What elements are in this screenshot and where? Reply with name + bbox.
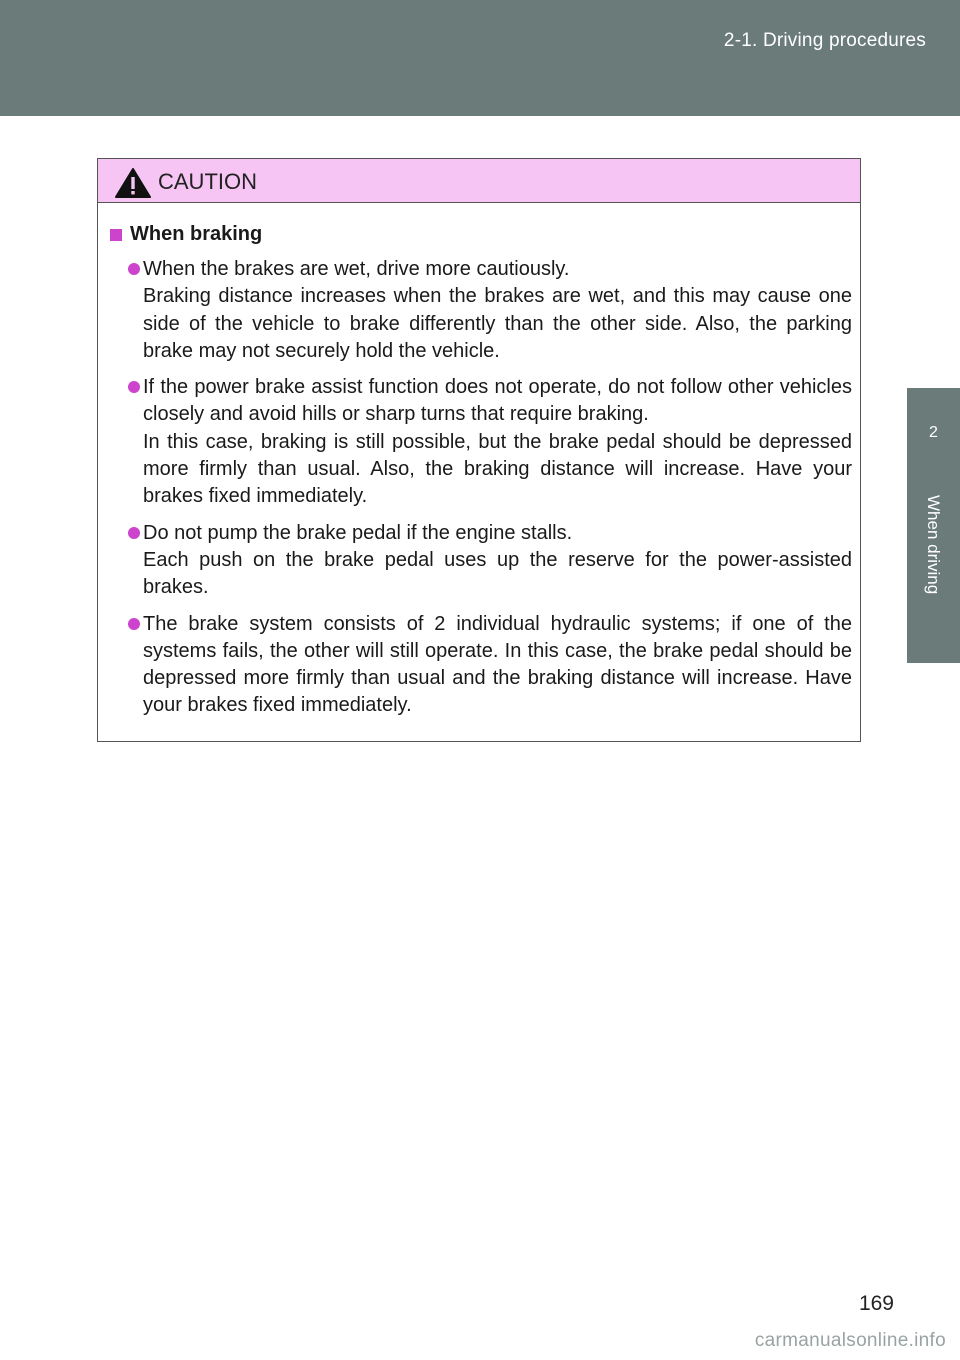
caution-body <box>98 203 860 720</box>
section-heading <box>108 221 852 248</box>
dot-bullet-icon <box>128 381 140 393</box>
chapter-number: 2 <box>929 424 938 441</box>
caution-header <box>98 159 860 203</box>
list-item <box>108 256 852 365</box>
watermark: carmanualsonline.info <box>754 1330 946 1351</box>
list-item <box>108 374 852 510</box>
caution-title: CAUTION <box>158 169 257 194</box>
list-item <box>108 520 852 602</box>
dot-bullet-icon <box>128 527 140 539</box>
item-line: In this case, braking is still possible, but the brake pedal should be depressed more firmly than usual. Also, the braking distance will increase. Have your brakes fixed immediately. <box>143 430 852 508</box>
dot-bullet-icon <box>128 263 140 275</box>
item-line: Each push on the brake pedal uses up the reserve for the power-assisted brakes. <box>143 548 852 599</box>
list-item <box>108 611 852 720</box>
section-title: 2-1. Driving procedures <box>723 30 926 51</box>
item-line: Braking distance increases when the brakes are wet, and this may cause one side of the vehicle to brake differently than the other side. Also, the parking brake may not securely hold the vehicle. <box>143 285 852 362</box>
chapter-tab-label <box>907 473 960 663</box>
item-line: Do not pump the brake pedal if the engine stalls. <box>143 521 573 544</box>
square-bullet-icon <box>110 229 122 241</box>
page-number: 169 <box>858 1292 894 1315</box>
section-heading-text: When braking <box>130 223 263 245</box>
item-line: When the brakes are wet, drive more cautiously. <box>143 258 570 280</box>
caution-list <box>108 256 852 720</box>
header-bar <box>0 0 960 116</box>
dot-bullet-icon <box>128 618 140 630</box>
chapter-label: When driving <box>924 495 943 595</box>
chapter-tab-number <box>907 388 960 473</box>
warning-triangle-icon <box>114 167 152 199</box>
item-line: The brake system consists of 2 individual hydraulic systems; if one of the systems fails, the other will still operate. In this case, the brake pedal should be depressed more firmly than usual and the braking distance will increase. Have your brakes fixed immediately. <box>143 612 852 717</box>
caution-box <box>97 158 861 742</box>
item-line: If the power brake assist function does not operate, do not follow other vehicles closely and avoid hills or sharp turns that require braking. <box>143 376 852 426</box>
